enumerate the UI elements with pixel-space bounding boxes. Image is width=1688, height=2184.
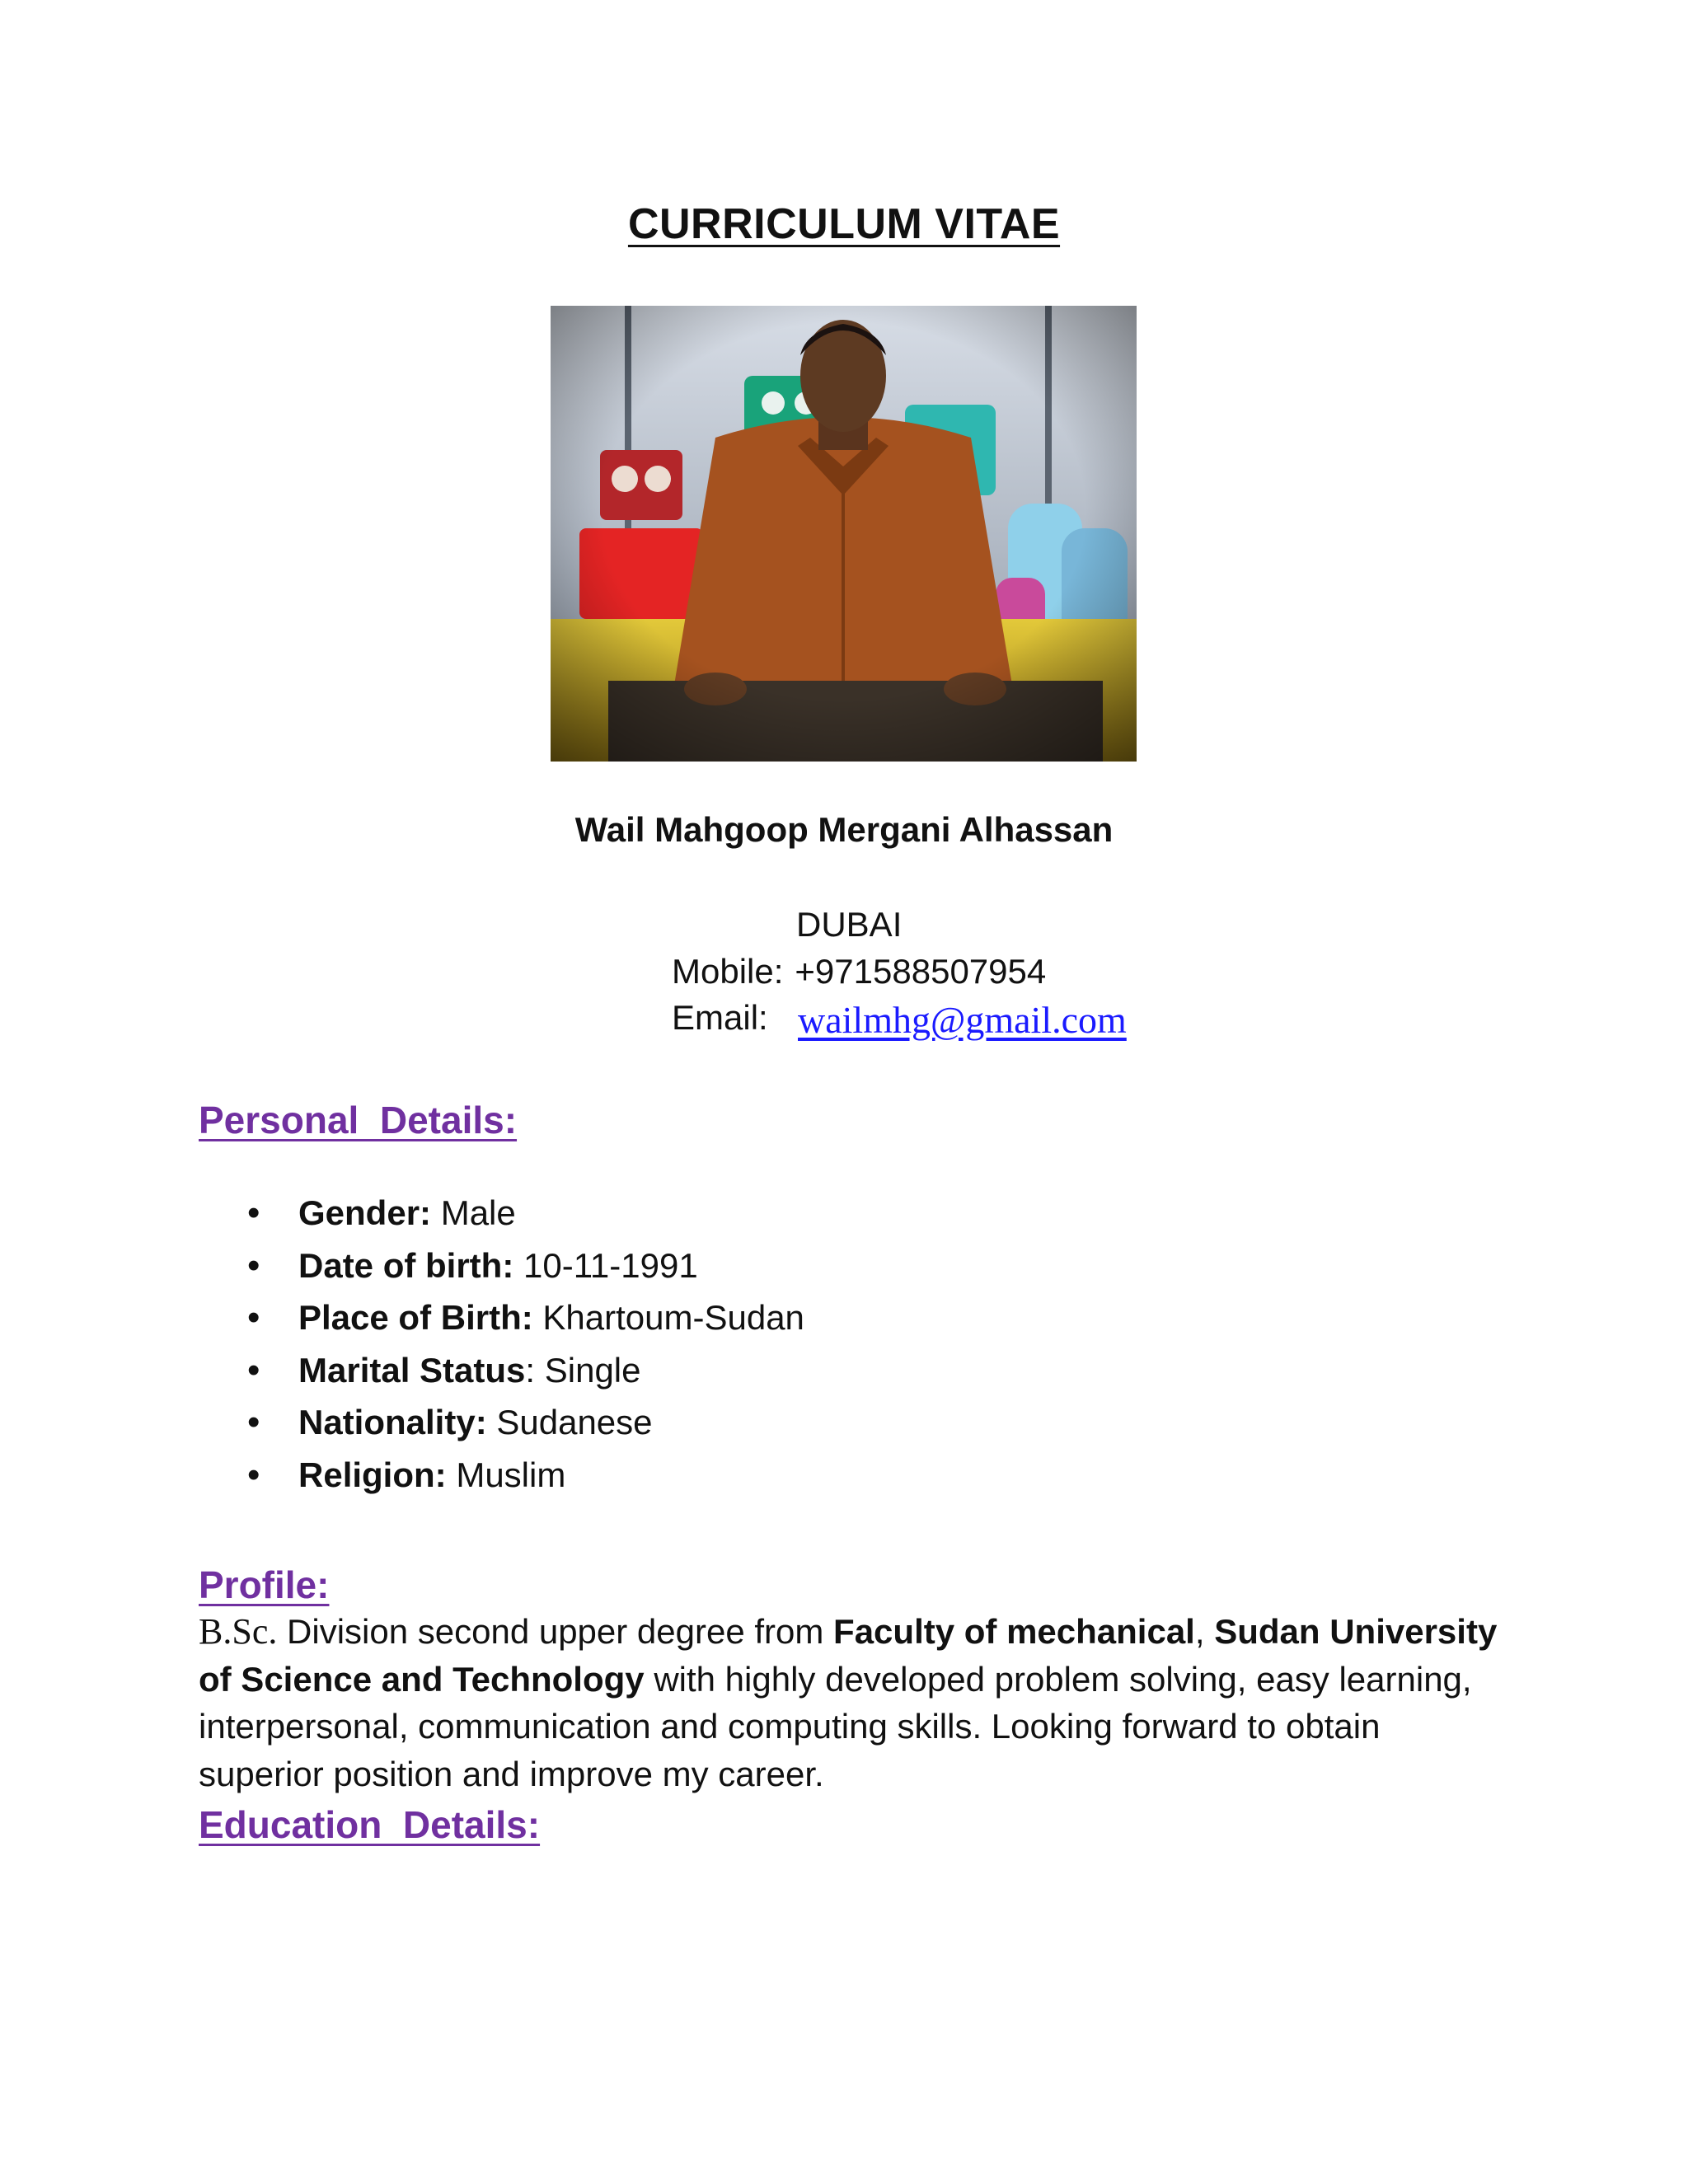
detail-key: Place of Birth: — [298, 1298, 533, 1337]
list-item — [247, 1350, 804, 1403]
list-item — [247, 1402, 804, 1455]
degree-label: B.Sc. — [199, 1611, 278, 1652]
detail-value: Muslim — [456, 1455, 566, 1494]
email-label: Email: — [672, 998, 768, 1037]
email-link[interactable]: wailmhg@gmail.com — [798, 999, 1127, 1041]
candidate-name: Wail Mahgoop Mergani Alhassan — [574, 810, 1114, 849]
detail-value: 10-11-1991 — [523, 1245, 698, 1285]
page-title: CURRICULUM VITAE — [627, 200, 1061, 248]
profile-paragraph — [199, 1608, 1501, 1797]
detail-key: Date of birth: — [298, 1245, 514, 1285]
detail-key: Religion: — [298, 1455, 447, 1494]
personal-details-heading: Personal Details: — [199, 1099, 518, 1141]
profile-photo — [551, 306, 1137, 762]
detail-value: Sudanese — [496, 1403, 653, 1441]
university-name: Sudan University of Science and Technology — [199, 1612, 1498, 1699]
detail-key: Gender: — [298, 1193, 432, 1232]
contact-email-row — [672, 998, 1127, 1041]
mobile-number: +971588507954 — [795, 952, 1047, 991]
list-item — [247, 1193, 804, 1245]
profile-separator: , — [1194, 1612, 1215, 1651]
profile-text-1: Division second upper degree from — [277, 1612, 834, 1651]
detail-key: Marital Status — [298, 1350, 526, 1390]
contact-mobile-row — [672, 952, 1046, 991]
mobile-label: Mobile: — [672, 952, 784, 991]
profile-text-2: with highly developed problem solving, easy learning, interpersonal, communication and computing skills. Looking forward to obtain superior position and improve my career. — [199, 1659, 1472, 1793]
list-item — [247, 1245, 804, 1298]
detail-value: Male — [440, 1193, 516, 1232]
personal-details-list — [247, 1193, 804, 1507]
education-details-heading: Education Details: — [199, 1803, 541, 1846]
list-item — [247, 1455, 804, 1507]
contact-city: DUBAI — [796, 905, 903, 944]
profile-heading: Profile: — [199, 1563, 330, 1606]
detail-value: Khartoum-Sudan — [542, 1298, 804, 1337]
list-item — [247, 1297, 804, 1350]
detail-key: Nationality: — [298, 1403, 487, 1441]
faculty-name: Faculty of mechanical — [833, 1612, 1195, 1651]
detail-value: : Single — [525, 1350, 641, 1390]
